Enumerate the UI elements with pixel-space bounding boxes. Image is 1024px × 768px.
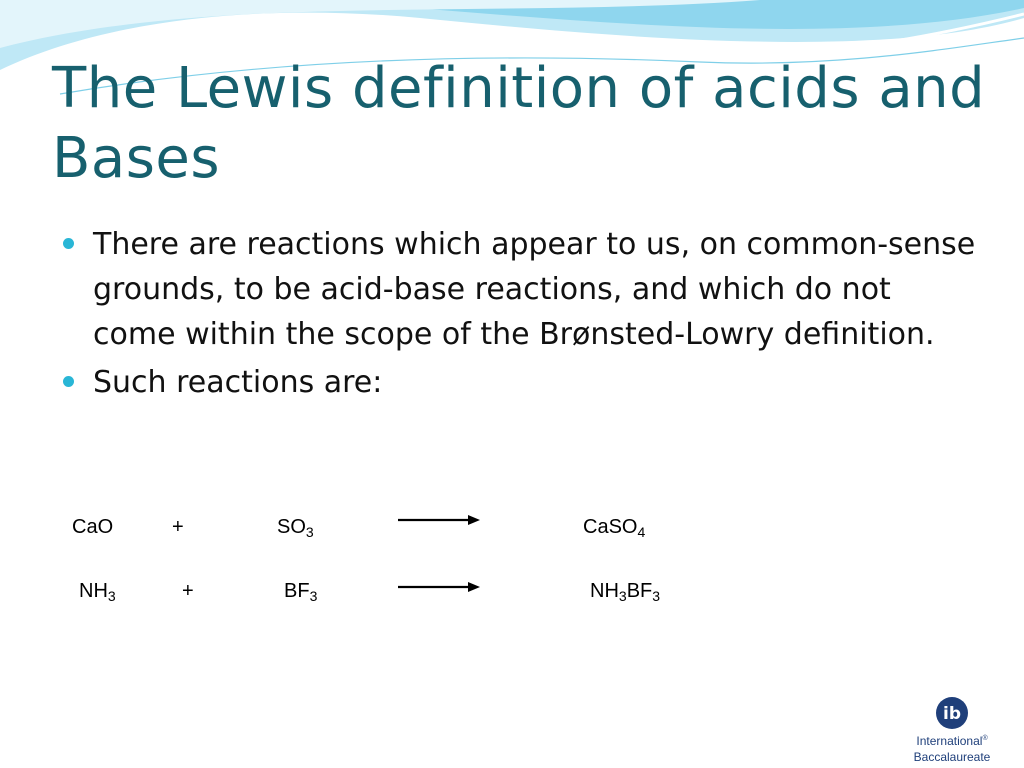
reaction1-plus: + [172, 516, 184, 538]
logo-line1: International® [916, 734, 988, 748]
bullet-item [60, 222, 980, 357]
reaction2-product: $NH_3BF_3$ [590, 580, 661, 604]
ib-logo [880, 690, 1024, 768]
bullet-item [60, 360, 980, 405]
bullet-text: Such reactions are: [93, 365, 383, 400]
slide-title: The Lewis definition of acids and Bases [52, 56, 986, 191]
ib-logo-icon [935, 696, 969, 730]
bullet-dot-icon [63, 238, 74, 249]
arrow-right-icon [398, 580, 480, 594]
logo-line2: Baccalaureate [913, 750, 991, 764]
reaction1-product: CaSO$_4$ [583, 516, 646, 540]
reaction2-reactant2: $BF_3$ [284, 580, 318, 604]
reaction1-reactant2: $SO_3$ [277, 516, 314, 540]
arrow-right-icon [398, 513, 480, 527]
bullet-list [60, 222, 980, 408]
svg-text:ib: ib [943, 704, 961, 724]
reaction2-reactant1: $NH_3$ [79, 580, 116, 604]
bullet-dot-icon [63, 376, 74, 387]
reaction1-reactant1: CaO [72, 516, 114, 538]
reaction2-plus: + [182, 580, 194, 602]
bullet-text: There are reactions which appear to us, on common-sense grounds, to be acid-base reactions, and which do not come within the scope of the Brønsted-Lowry definition. [93, 227, 976, 352]
